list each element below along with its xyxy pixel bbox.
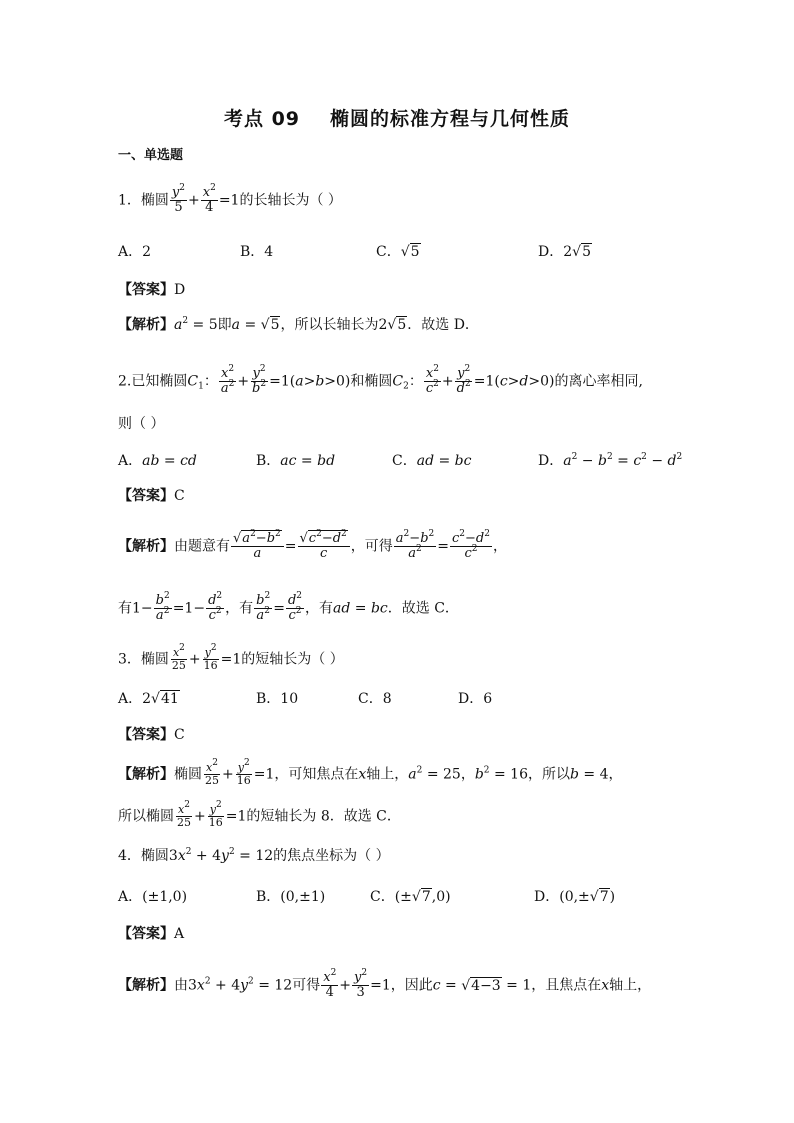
question-3: 3．椭圆 $\frac{x^2}{25}$ + $\frac{y^2}{16}$ =1的短轴长为（ ） [118,643,344,672]
q2-analysis: 【解析】由题意有 $\frac{√a^2-b^2}{a}$ = $\frac{√c^2-d^2}{c}$ ，可得 $\frac{a^2-b^2}{a^2}$ = $\frac{c^2-d^2}{c^2}$ ， [118,529,507,561]
page-title [0,104,794,131]
q1-option-b: B．4 [240,244,274,260]
q3-option-c: C．8 [358,691,392,707]
q2-option-a: A．ab = cd [118,453,197,469]
title-code: 考点 09 [223,108,301,130]
q2-answer: 【答案】C [118,488,185,504]
q3-option-a: A．2√41 [118,691,179,707]
q4-option-b: B．(0,±1) [256,889,326,905]
q2-analysis-line2: 有1− $\frac{b^2}{a^2}$ =1− $\frac{d^2}{c^2}$ ，有 $\frac{b^2}{a^2}$ = $\frac{d^2}{c^2}$ ，有ad = bc．故选 C． [118,591,459,623]
q4-answer: 【答案】A [118,926,185,942]
q1-option-a: A．2 [118,244,152,260]
q3-option-b: B．10 [256,691,299,707]
q1-option-d: D．2√5 [538,244,591,260]
section-heading: 一、单选题 [118,148,184,163]
question-2: 2.已知椭圆$C_1$： $\frac{x^2}{a^2}$ + $\frac{y^2}{b^2}$ =1(a>b>0)和椭圆$C_2$： $\frac{x^2}{c^2}$ + $\frac{y^2}{d^2}$ =1(c>d>0)的离心率相同, [118,364,643,396]
question-1: 1．椭圆 $\frac{y^2}{5}$ + $\frac{x^2}{4}$ =1的长轴长为（ ） [118,183,342,215]
q2-line2: 则（ ） [118,416,165,432]
q4-option-c: C．(±√7,0) [370,889,451,905]
question-4: 4．椭圆$3x^2 + 4y^2 = 12$的焦点坐标为（ ） [118,847,390,864]
q2-option-d: D．$a^2 - b^2 = c^2 - d^2$ [538,452,683,469]
q2-option-c: C．ad = bc [392,453,472,469]
q3-analysis: 【解析】椭圆 $\frac{x^2}{25}$ + $\frac{y^2}{16}$ =1，可知焦点在x轴上，$a^2 = 25$，$b^2 = 16$，所以b = 4， [118,758,623,787]
q1-option-c: C．√5 [376,244,420,260]
title-name: 椭圆的标准方程与几何性质 [330,108,571,130]
q4-option-a: A．(±1,0) [118,889,188,905]
q4-analysis: 【解析】由$3x^2 + 4y^2 = 12$可得 $\frac{x^2}{4}$ + $\frac{y^2}{3}$ =1，因此c = √4−3 = 1，且焦点在x轴上， [118,968,652,1000]
q3-analysis-line2: 所以椭圆 $\frac{x^2}{25}$ + $\frac{y^2}{16}$ =1的短轴长为 8．故选 C． [118,800,401,829]
q1-answer: 【答案】D [118,282,186,298]
q3-option-d: D．6 [458,691,493,707]
q1-analysis: 【解析】$a^2 = 5$即a = √5，所以长轴长为2√5．故选 D． [118,316,479,333]
q4-option-d: D．(0,±√7) [534,889,616,905]
q3-answer: 【答案】C [118,727,185,743]
q2-option-b: B．ac = bd [256,453,336,469]
